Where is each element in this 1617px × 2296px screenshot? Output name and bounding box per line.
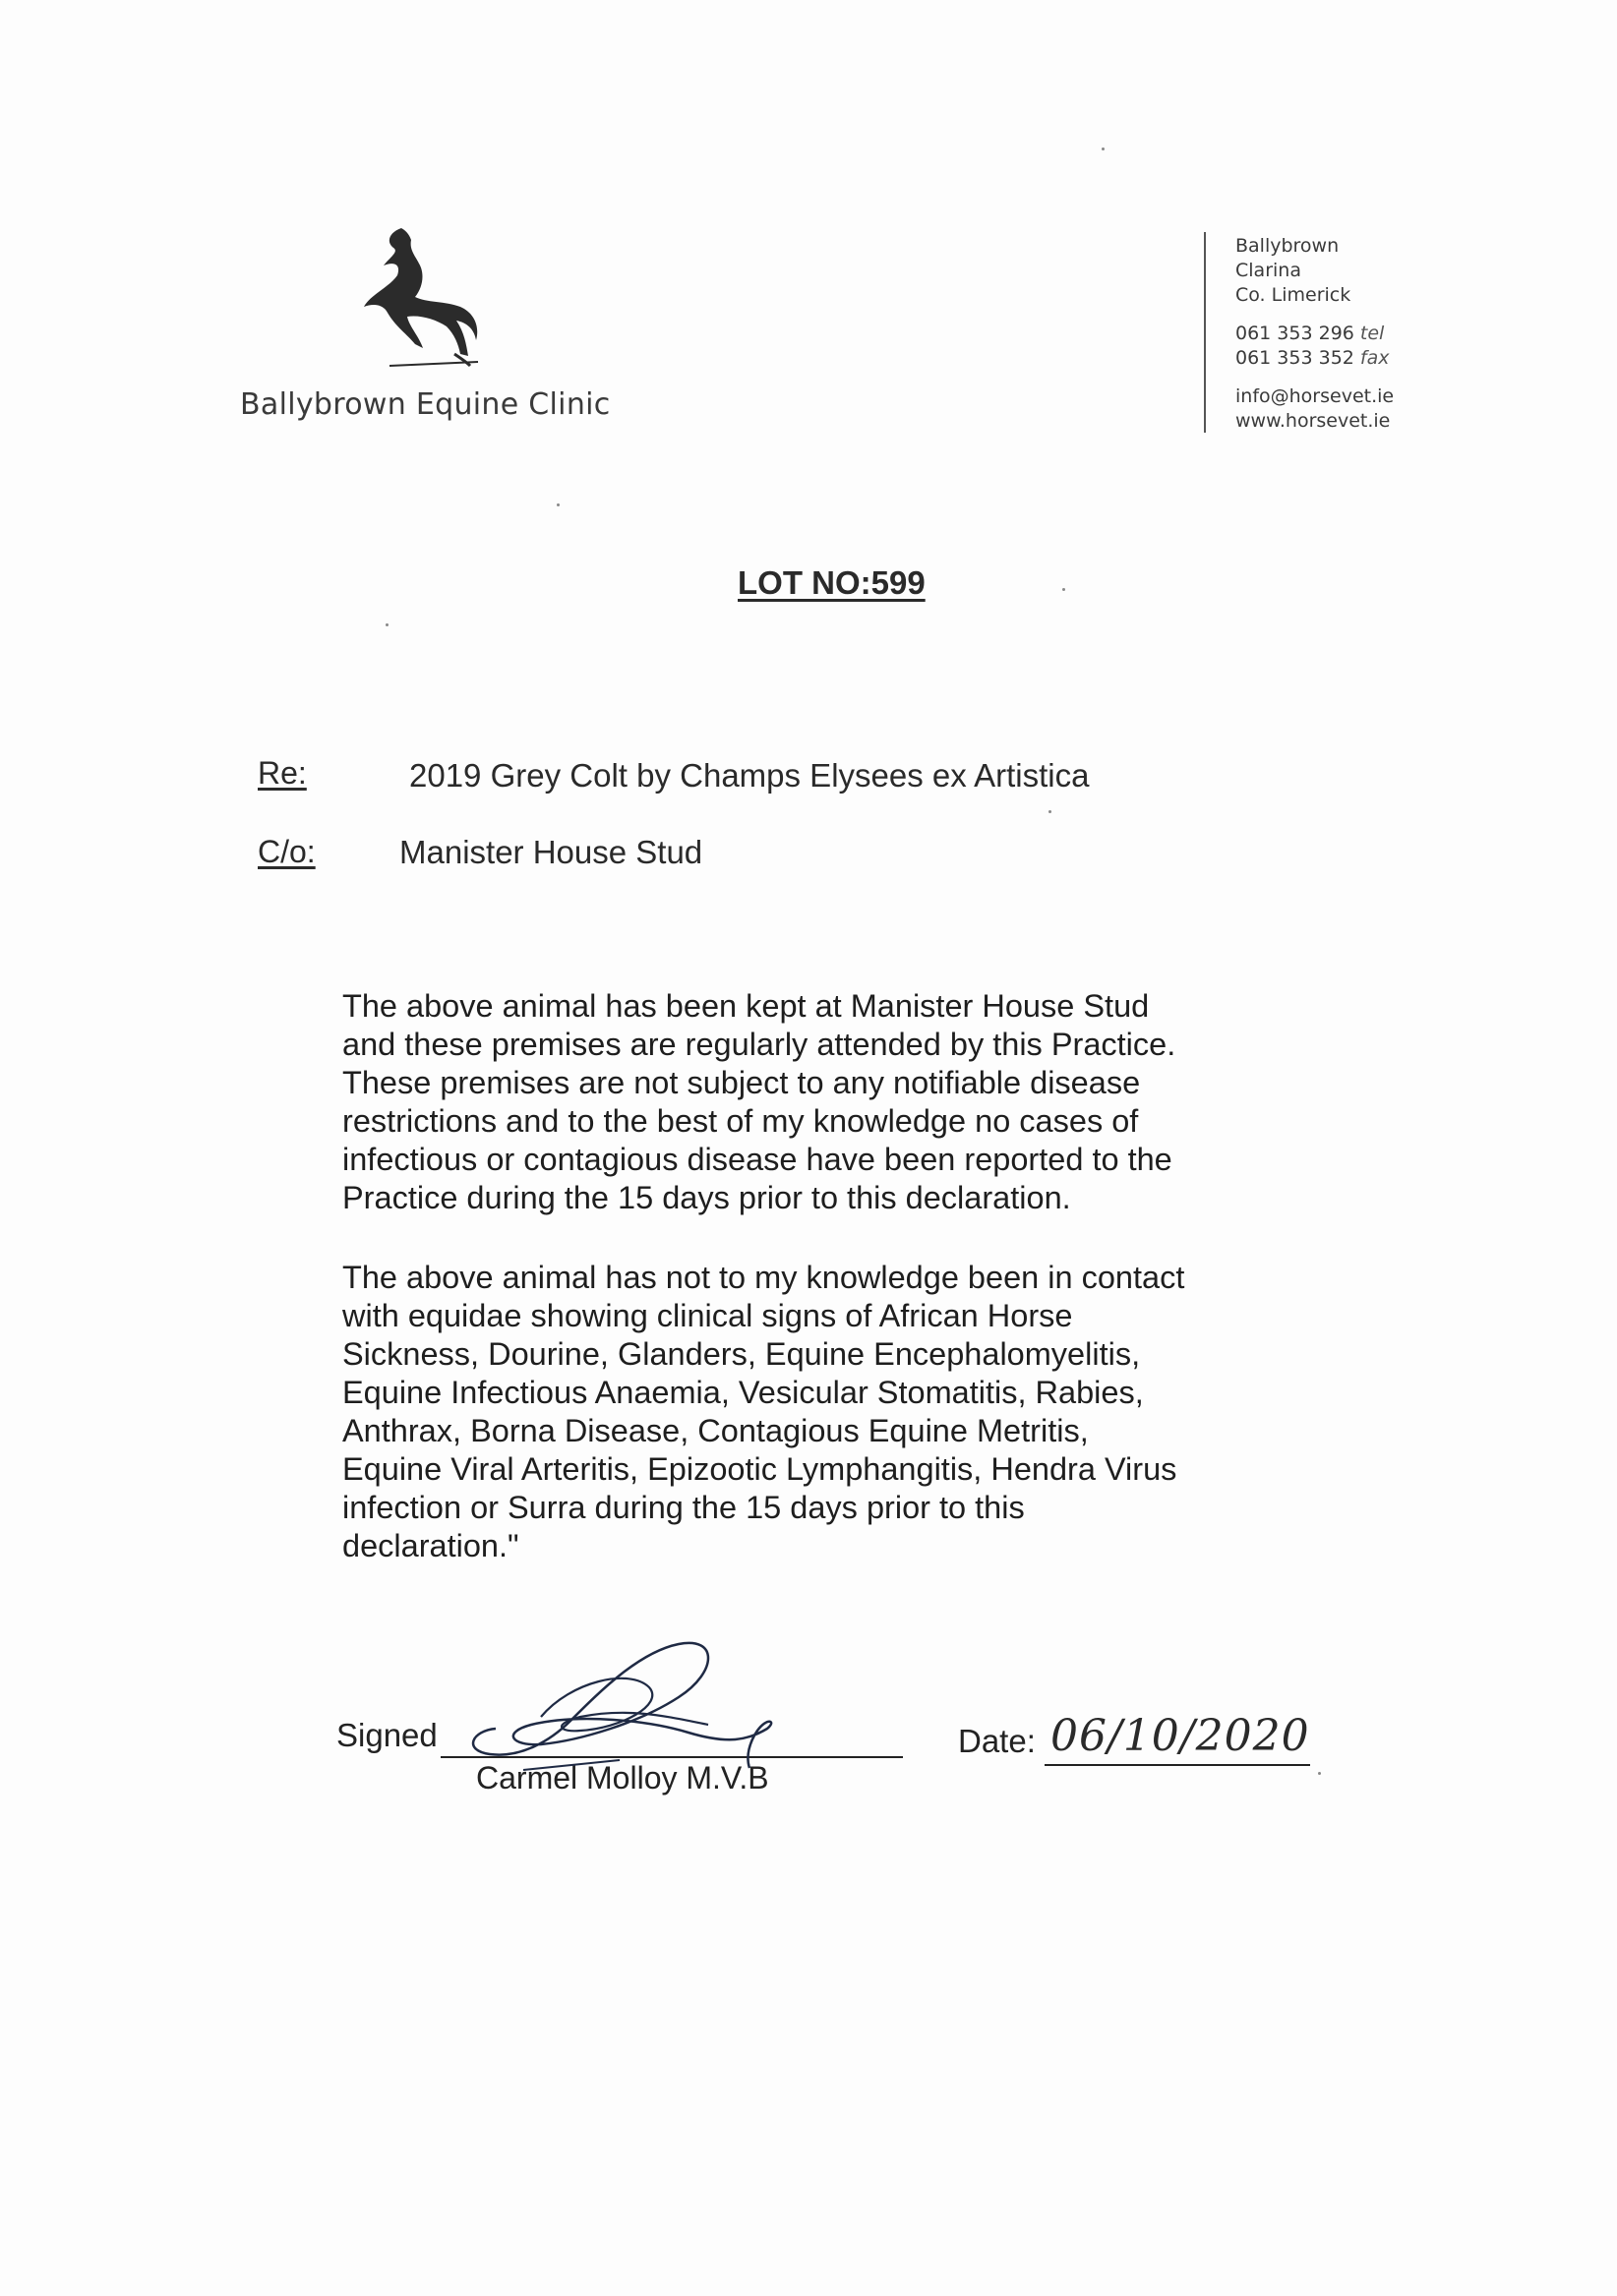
co-label: C/o: [258, 834, 316, 869]
scan-speck [1062, 588, 1065, 591]
signer-name: Carmel Molloy M.V.B [476, 1760, 769, 1796]
signed-label: Signed [336, 1717, 438, 1753]
scan-speck [1318, 1772, 1321, 1775]
text-line: Practice during the 15 days prior to this declaration. [342, 1180, 1071, 1215]
text-line: Sickness, Dourine, Glanders, Equine Encephalomyelitis, [342, 1336, 1141, 1372]
text-line: infectious or contagious disease have been reported to the [342, 1142, 1172, 1177]
address-line: Clarina [1235, 260, 1301, 281]
co-value: Manister House Stud [399, 834, 703, 870]
handwritten-date: 06/10/2020 [1050, 1711, 1310, 1761]
scan-speck [1102, 147, 1105, 150]
date-line [1045, 1764, 1310, 1766]
text-line: Equine Viral Arteritis, Epizootic Lymphangitis, Hendra Virus [342, 1451, 1177, 1487]
email: info@horsevet.ie [1235, 385, 1395, 407]
scan-speck [557, 503, 560, 506]
handwritten-signature [433, 1622, 826, 1799]
text-line: These premises are not subject to any notifiable disease [342, 1065, 1141, 1100]
scan-speck [386, 623, 389, 626]
clinic-name: Ballybrown Equine Clinic [240, 387, 611, 422]
address-block [1235, 234, 1394, 434]
declaration-paragraph-1 [342, 987, 1247, 1217]
address-divider [1204, 232, 1206, 433]
date-label: Date: [958, 1723, 1036, 1759]
scan-speck [1048, 810, 1051, 813]
re-label: Re: [258, 755, 307, 791]
telephone: 061 353 296 tel [1235, 323, 1385, 344]
text-line: The above animal has not to my knowledge been in contact [342, 1260, 1185, 1295]
website: www.horsevet.ie [1235, 410, 1391, 432]
re-value: 2019 Grey Colt by Champs Elysees ex Artistica [409, 757, 1090, 794]
text-line: with equidae showing clinical signs of African Horse [342, 1298, 1073, 1333]
text-line: infection or Surra during the 15 days prior to this [342, 1490, 1025, 1525]
text-line: Anthrax, Borna Disease, Contagious Equine Metritis, [342, 1413, 1089, 1448]
lot-number: LOT NO:599 [738, 564, 926, 601]
declaration-paragraph-2 [342, 1259, 1247, 1565]
address-line: Ballybrown [1235, 235, 1340, 257]
text-line: restrictions and to the best of my knowledge no cases of [342, 1103, 1139, 1139]
rearing-horse-icon [350, 218, 508, 376]
text-line: Equine Infectious Anaemia, Vesicular Stomatitis, Rabies, [342, 1375, 1144, 1410]
address-line: Co. Limerick [1235, 284, 1351, 306]
text-line: and these premises are regularly attended by this Practice. [342, 1027, 1176, 1062]
text-line: declaration." [342, 1528, 519, 1563]
fax: 061 353 352 fax [1235, 347, 1390, 369]
text-line: The above animal has been kept at Manister House Stud [342, 988, 1150, 1024]
